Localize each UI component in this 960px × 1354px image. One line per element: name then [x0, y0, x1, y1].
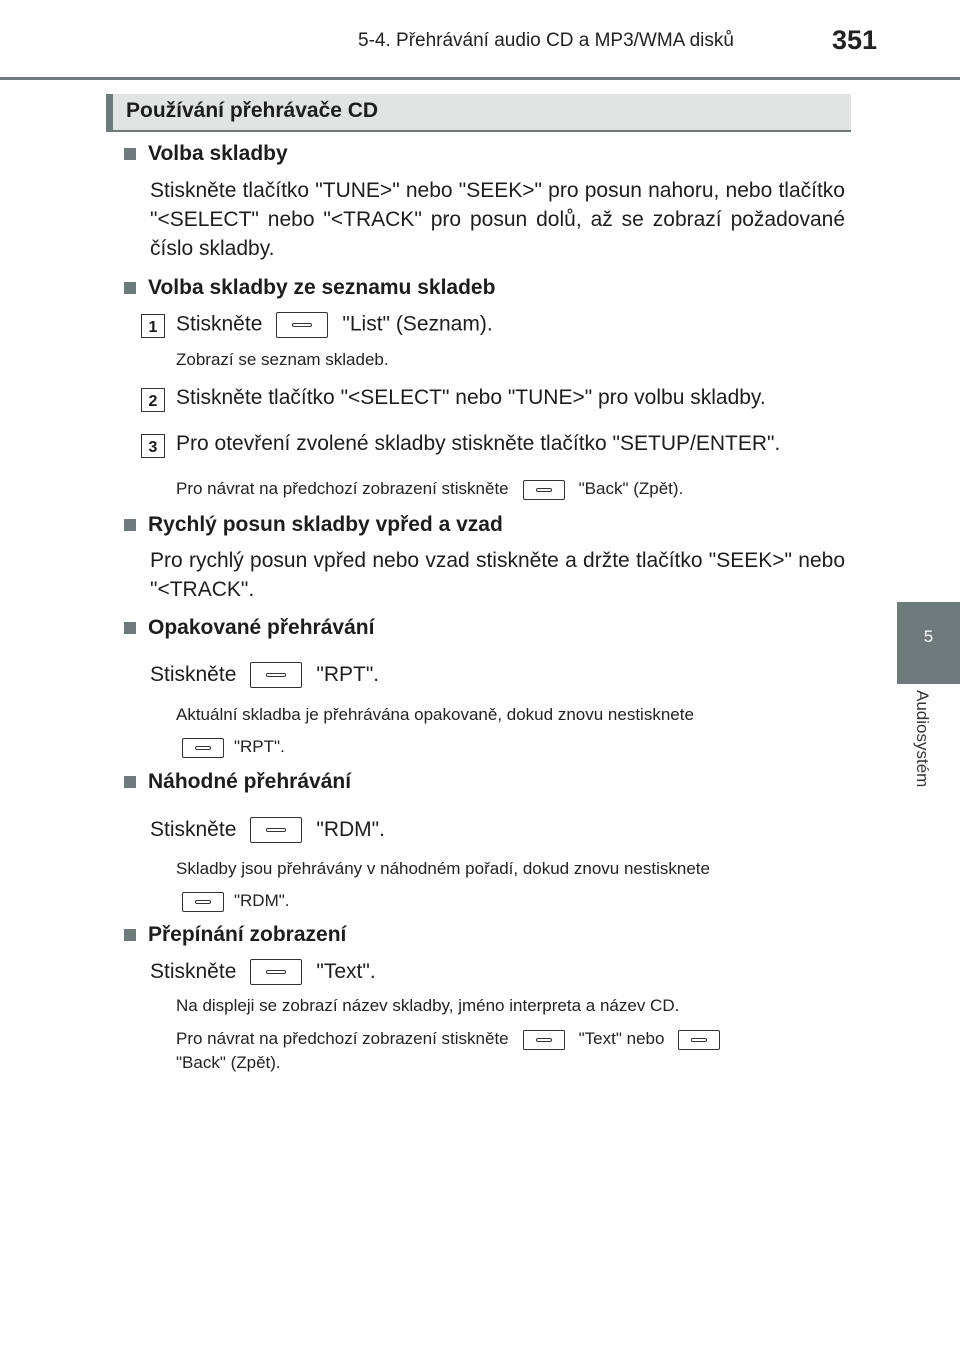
- text-button-icon: [250, 959, 302, 985]
- list-button-icon: [276, 312, 328, 338]
- subheading-prepinani: [124, 923, 346, 947]
- subheading-opakovane: [124, 616, 374, 640]
- section-heading: [106, 94, 851, 132]
- subheading-volba-text: Volba skladby: [148, 142, 288, 165]
- rpt-button-icon: [182, 738, 224, 758]
- opakovane-post: "RPT".: [316, 663, 380, 686]
- subheading-seznam: [124, 276, 495, 300]
- section-heading-bar: [106, 94, 113, 130]
- prepinani-note-1: Na displeji se zobrazí název skladby, jméno interpreta a název CD.: [176, 996, 680, 1015]
- prepinani-post: "Text".: [316, 960, 376, 983]
- step-1-note: Zobrazí se seznam skladeb.: [176, 350, 389, 369]
- step-3-note-pre: Pro návrat na předchozí zobrazení stiskněte: [176, 479, 509, 498]
- subheading-opakovane-text: Opakované přehrávání: [148, 616, 375, 639]
- opakovane-note: Aktuální skladba je přehrávána opakovaně, dokud znovu nestisknete: [176, 705, 694, 724]
- chapter-title: 5-4. Přehrávání audio CD a MP3/WMA disků: [358, 30, 734, 51]
- nahodne-note-line2: [182, 887, 851, 914]
- back-button-icon: [523, 480, 565, 500]
- rdm-button-icon: [182, 892, 224, 912]
- opakovane-pre: Stiskněte: [150, 663, 237, 686]
- opakovane-instruction: [150, 660, 845, 689]
- prepinani-note-2-line2: "Back" (Zpět).: [176, 1053, 281, 1072]
- chapter-tab-number: 5: [923, 627, 934, 646]
- square-bullet-icon: [124, 622, 136, 634]
- nahodne-post: "RDM".: [316, 818, 385, 841]
- nahodne-note-post: "RDM".: [234, 891, 290, 910]
- prepinani-note-2-pre: Pro návrat na předchozí zobrazení stiskněte: [176, 1029, 509, 1048]
- square-bullet-icon: [124, 929, 136, 941]
- section-heading-text: Používání přehrávače CD: [126, 99, 379, 122]
- square-bullet-icon: [124, 148, 136, 160]
- step-3-note: [176, 475, 845, 502]
- step-3-note-post: "Back" (Zpět).: [578, 479, 684, 498]
- rpt-button-icon: [250, 662, 302, 688]
- subheading-nahodne-text: Náhodné přehrávání: [148, 770, 352, 793]
- opakovane-note-line2: [182, 733, 851, 760]
- text-button-icon: [523, 1030, 565, 1050]
- subheading-volba: [124, 142, 288, 166]
- nahodne-note: Skladby jsou přehrávány v náhodném pořadí, dokud znovu nestisknete: [176, 859, 710, 878]
- step-number-1: 1: [141, 314, 165, 338]
- step-3: Pro otevření zvolené skladby stiskněte tlačítko "SETUP/ENTER".: [176, 432, 781, 455]
- nahodne-instruction: [150, 815, 845, 844]
- step-1-post: "List" (Seznam).: [342, 312, 493, 336]
- step-2: Stiskněte tlačítko "<SELECT" nebo "TUNE>" pro volbu skladby.: [176, 386, 766, 409]
- square-bullet-icon: [124, 519, 136, 531]
- prepinani-instruction: [150, 957, 845, 986]
- paragraph-volba: Stiskněte tlačítko "TUNE>" nebo "SEEK>" pro posun nahoru, nebo tlačítko "<SELECT" nebo "<TRACK" pro posun dolů, až se zobrazí požadované číslo skladby.: [150, 179, 845, 260]
- paragraph-rychly: Pro rychlý posun vpřed nebo vzad stiskněte a držte tlačítko "SEEK>" nebo "<TRACK".: [150, 549, 845, 601]
- prepinani-note-2: [176, 1025, 845, 1052]
- subheading-prepinani-text: Přepínání zobrazení: [148, 923, 347, 946]
- back-button-icon: [678, 1030, 720, 1050]
- step-1: [176, 312, 493, 338]
- header-rule: [0, 77, 960, 80]
- square-bullet-icon: [124, 776, 136, 788]
- opakovane-note-post: "RPT".: [234, 737, 285, 756]
- subheading-nahodne: [124, 770, 351, 794]
- square-bullet-icon: [124, 282, 136, 294]
- chapter-tab-label: Audiosystém: [913, 690, 932, 788]
- rdm-button-icon: [250, 817, 302, 843]
- step-number-2: 2: [141, 388, 165, 412]
- prepinani-note-2-mid: "Text" nebo: [578, 1029, 665, 1048]
- step-number-3: 3: [141, 434, 165, 458]
- subheading-rychly: [124, 513, 503, 537]
- step-1-pre: Stiskněte: [176, 312, 263, 336]
- prepinani-pre: Stiskněte: [150, 960, 237, 983]
- nahodne-pre: Stiskněte: [150, 818, 237, 841]
- chapter-tab: [897, 602, 960, 684]
- page-number: 351: [832, 25, 878, 55]
- subheading-seznam-text: Volba skladby ze seznamu skladeb: [148, 276, 496, 299]
- subheading-rychly-text: Rychlý posun skladby vpřed a vzad: [148, 513, 503, 536]
